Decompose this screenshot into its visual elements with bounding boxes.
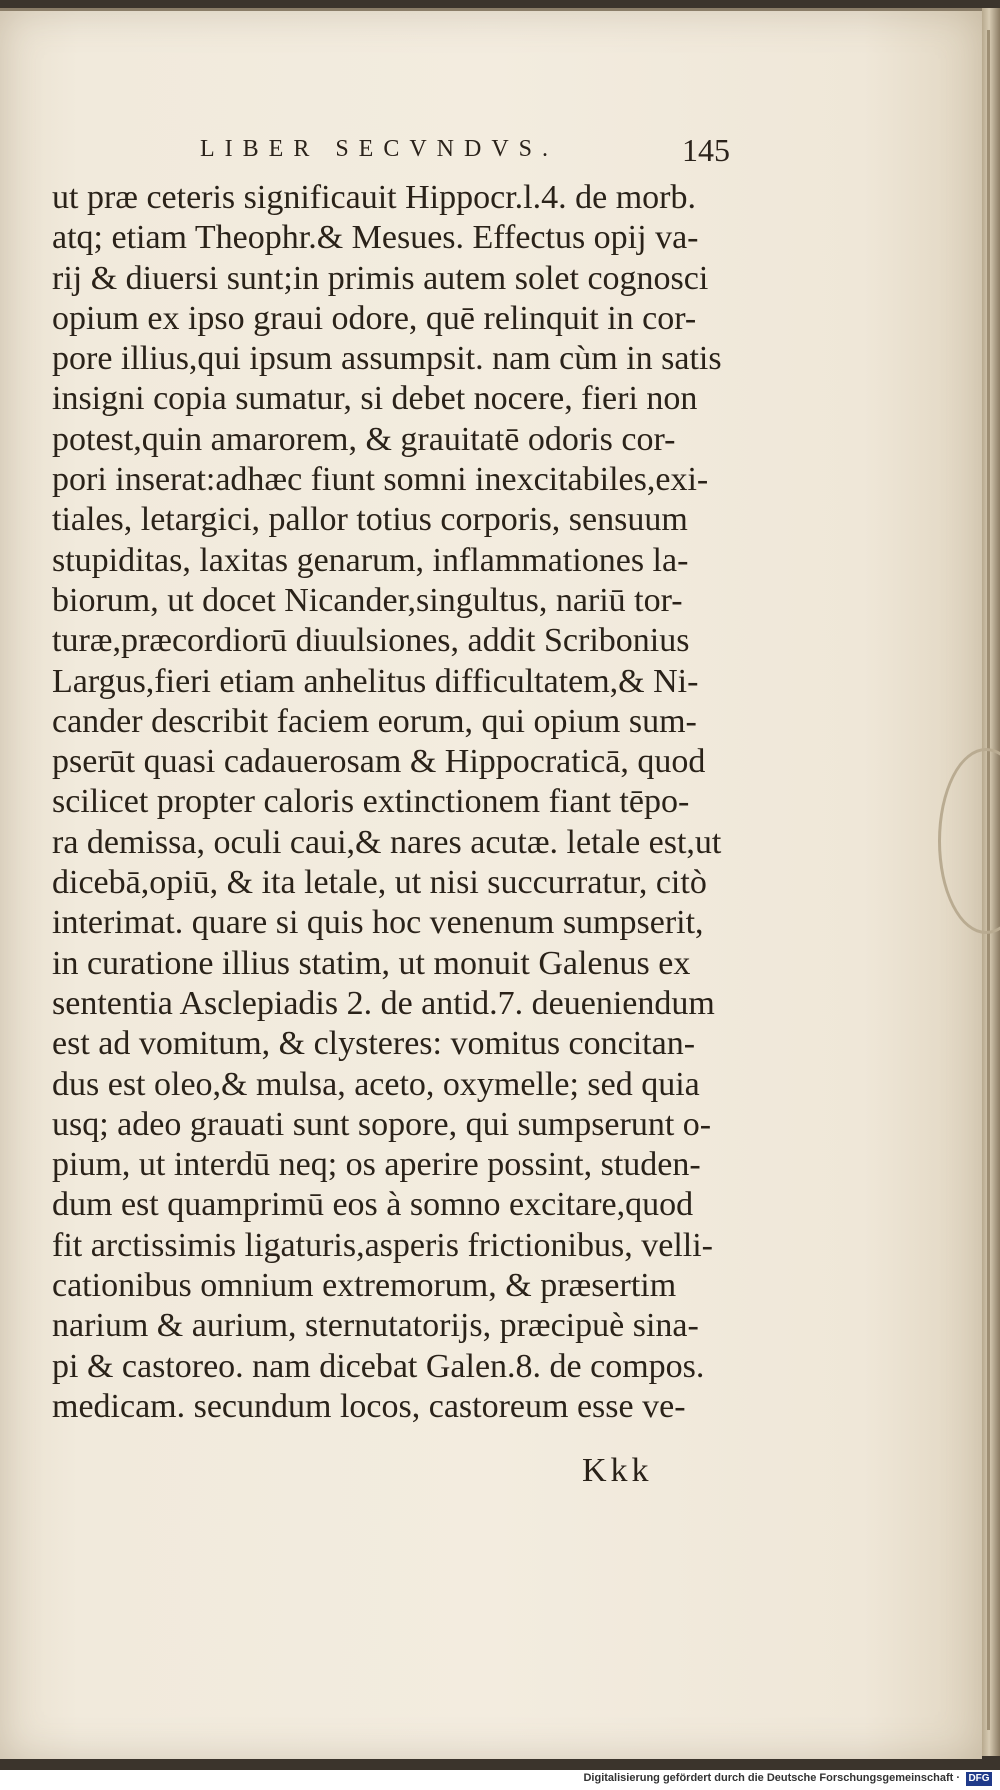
text-line: medicam. secundum locos, castoreum esse ve-: [52, 1387, 686, 1425]
text-line: cander describit faciem eorum, qui opium sum-: [52, 702, 697, 740]
page-header: [200, 132, 730, 172]
text-line: potest,quin amarorem, & grauitatē odoris cor-: [52, 420, 676, 458]
digitization-credit: Digitalisierung gefördert durch die Deutsche Forschungsgemeinschaft ·: [583, 1772, 960, 1784]
text-line: cationibus omnium extremorum, & præsertim: [52, 1267, 677, 1305]
text-line: fit arctissimis ligaturis,asperis frictionibus, velli-: [52, 1226, 713, 1264]
text-line: stupiditas, laxitas genarum, inflammationes la-: [52, 541, 689, 579]
text-line: dicebā,opiū, & ita letale, ut nisi succurratur, citò: [52, 864, 707, 902]
text-line: interimat. quare si quis hoc venenum sumpserit,: [52, 904, 704, 942]
text-line: rij & diuersi sunt;in primis autem solet cognosci: [52, 259, 709, 297]
text-line: pi & castoreo. nam dicebat Galen.8. de compos.: [52, 1347, 705, 1385]
text-line: ut præ ceteris significauit Hippocr.l.4. de morb.: [52, 179, 696, 216]
text-line: est ad vomitum, & clysteres: vomitus concitan-: [52, 1025, 696, 1063]
text-line: insigni copia sumatur, si debet nocere, fieri non: [52, 380, 698, 418]
text-line: dum est quamprimū eos à somno excitare,quod: [52, 1186, 694, 1224]
text-line: biorum, ut docet Nicander,singultus, nariū tor-: [52, 581, 683, 619]
text-line: atq; etiam Theophr.& Mesues. Effectus opij va-: [52, 219, 699, 257]
body-text: [52, 178, 742, 1427]
text-line: in curatione illius statim, ut monuit Galenus ex: [52, 944, 691, 982]
text-line: narium & aurium, sternutatorijs, præcipuè sina-: [52, 1307, 699, 1345]
text-line: sententia Asclepiadis 2. de antid.7. deueniendum: [52, 984, 715, 1022]
text-line: scilicet propter caloris extinctionem fiant tēpo-: [52, 783, 690, 821]
page-number: 145: [682, 132, 730, 168]
text-line: dus est oleo,& mulsa, aceto, oxymelle; sed quia: [52, 1065, 700, 1103]
signature-mark: Kkk: [582, 1452, 653, 1489]
text-line: tiales, letargici, pallor totius corporis, sensuum: [52, 501, 688, 539]
running-head: LIBER SECVNDVS.: [200, 136, 559, 162]
credit-bar: [0, 1770, 1000, 1790]
text-line: turæ,præcordiorū diuulsiones, addit Scribonius: [52, 622, 690, 660]
text-line: pore illius,qui ipsum assumpsit. nam cùm in satis: [52, 340, 722, 378]
text-line: Largus,fieri etiam anhelitus difficultatem,& Ni-: [52, 662, 699, 700]
text-line: opium ex ipso graui odore, quē relinquit in cor-: [52, 299, 697, 337]
text-line: pium, ut interdū neq; os aperire possint, studen-: [52, 1146, 701, 1184]
text-line: pori inserat:adhæc fiunt somni inexcitabiles,exi-: [52, 461, 709, 499]
text-line: usq; adeo grauati sunt sopore, qui sumpserunt o-: [52, 1105, 712, 1143]
text-line: ra demissa, oculi caui,& nares acutæ. letale est,ut: [52, 823, 722, 861]
text-line: pserūt quasi cadauerosam & Hippocraticā, quod: [52, 743, 706, 781]
dfg-logo: DFG: [966, 1772, 992, 1786]
